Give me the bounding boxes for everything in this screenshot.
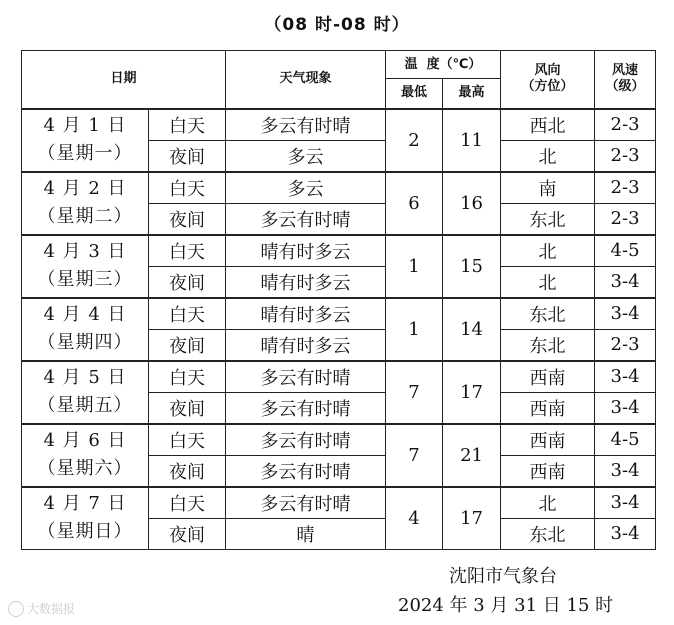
wind-speed-cell: 3-4: [595, 266, 656, 298]
wind-direction-cell: 南: [501, 172, 595, 204]
header-date: 日期: [22, 51, 226, 109]
date-label: 4 月 3 日: [43, 241, 127, 262]
weather-cell: 晴有时多云: [226, 329, 386, 361]
period-cell: 夜间: [149, 455, 226, 487]
temp-max-cell: 21: [443, 424, 501, 487]
wind-direction-cell: 西南: [501, 424, 595, 456]
date-cell: [22, 235, 149, 298]
header-temperature: 温 度（℃）: [386, 51, 501, 79]
period-cell: 夜间: [149, 203, 226, 235]
weather-cell: 多云有时晴: [226, 455, 386, 487]
weather-cell: 晴有时多云: [226, 298, 386, 330]
date-cell: [22, 298, 149, 361]
temp-min-cell: 1: [386, 235, 443, 298]
header-wind-speed-label: 风速: [612, 63, 639, 79]
wind-direction-cell: 西南: [501, 392, 595, 424]
wind-direction-cell: 北: [501, 266, 595, 298]
weather-cell: 多云有时晴: [226, 109, 386, 141]
date-label: 4 月 6 日: [43, 430, 127, 451]
wind-speed-cell: 2-3: [595, 329, 656, 361]
wind-speed-cell: 2-3: [595, 203, 656, 235]
weather-cell: 多云有时晴: [226, 424, 386, 456]
wind-direction-cell: 东北: [501, 298, 595, 330]
table-row-day: [22, 109, 656, 141]
weather-cell: 多云有时晴: [226, 487, 386, 519]
weather-cell: 多云有时晴: [226, 392, 386, 424]
weekday-label: （星期二）: [37, 206, 133, 227]
temp-max-cell: 15: [443, 235, 501, 298]
temp-min-cell: 1: [386, 298, 443, 361]
date-cell: [22, 109, 149, 172]
temp-min-cell: 7: [386, 361, 443, 424]
date-cell: [22, 424, 149, 487]
header-temp-max: 最高: [443, 79, 501, 109]
forecast-body: [22, 109, 656, 550]
watermark-text: 大数据报: [27, 602, 76, 616]
weather-cell: 晴有时多云: [226, 266, 386, 298]
wind-direction-cell: 东北: [501, 518, 595, 550]
table-row-day: [22, 487, 656, 519]
period-cell: 白天: [149, 424, 226, 456]
date-label: 4 月 1 日: [43, 115, 127, 136]
date-label: 4 月 2 日: [43, 178, 127, 199]
temp-min-cell: 4: [386, 487, 443, 550]
watermark: [8, 600, 75, 617]
weekday-label: （星期日）: [37, 521, 133, 543]
period-cell: 白天: [149, 361, 226, 393]
header-temp-min: 最低: [386, 79, 443, 109]
table-row-day: [22, 361, 656, 393]
header-wind-speed: [595, 51, 656, 109]
wind-speed-cell: 2-3: [595, 172, 656, 204]
wind-direction-cell: 北: [501, 235, 595, 267]
wind-direction-cell: 东北: [501, 203, 595, 235]
period-cell: 白天: [149, 298, 226, 330]
temp-min-cell: 2: [386, 109, 443, 172]
wind-speed-cell: 3-4: [595, 487, 656, 519]
temp-max-cell: 17: [443, 487, 501, 550]
wind-direction-cell: 北: [501, 140, 595, 172]
issue-time: 2024 年 3 月 31 日 15 时: [398, 595, 614, 616]
watermark-logo-icon: [8, 601, 24, 617]
date-label: 4 月 5 日: [43, 367, 127, 388]
weather-cell: 晴有时多云: [226, 235, 386, 267]
wind-speed-cell: 3-4: [595, 518, 656, 550]
temp-min-cell: 6: [386, 172, 443, 235]
temp-min-cell: 7: [386, 424, 443, 487]
period-cell: 夜间: [149, 266, 226, 298]
period-cell: 夜间: [149, 140, 226, 172]
wind-speed-cell: 3-4: [595, 392, 656, 424]
issuer: 沈阳市气象台: [449, 566, 557, 587]
temp-max-cell: 11: [443, 109, 501, 172]
period-cell: 夜间: [149, 329, 226, 361]
period-cell: 白天: [149, 487, 226, 519]
period-cell: 夜间: [149, 518, 226, 550]
table-row-day: [22, 172, 656, 204]
temp-max-cell: 17: [443, 361, 501, 424]
period-cell: 白天: [149, 109, 226, 141]
forecast-caption: （08 时-08 时）: [264, 15, 410, 35]
header-wind-direction-label: 风向: [534, 63, 561, 79]
weather-cell: 多云有时晴: [226, 361, 386, 393]
date-label: 4 月 7 日: [43, 493, 127, 515]
wind-speed-cell: 3-4: [595, 455, 656, 487]
date-cell: [22, 172, 149, 235]
wind-direction-cell: 西南: [501, 455, 595, 487]
weather-cell: 多云: [226, 140, 386, 172]
temp-max-cell: 16: [443, 172, 501, 235]
wind-direction-cell: 西南: [501, 361, 595, 393]
header-weather: 天气现象: [226, 51, 386, 109]
header-wind-direction-unit: （方位）: [521, 79, 574, 95]
table-row-day: [22, 298, 656, 330]
weekday-label: （星期一）: [37, 143, 133, 164]
period-cell: 白天: [149, 172, 226, 204]
weather-cell: 多云: [226, 172, 386, 204]
header-wind-direction: [501, 51, 595, 109]
table-row-day: [22, 235, 656, 267]
wind-direction-cell: 东北: [501, 329, 595, 361]
weekday-label: （星期三）: [37, 269, 133, 290]
wind-speed-cell: 3-4: [595, 298, 656, 330]
wind-speed-cell: 2-3: [595, 109, 656, 141]
weekday-label: （星期五）: [37, 395, 133, 416]
header-wind-speed-unit: （级）: [605, 79, 645, 95]
date-label: 4 月 4 日: [43, 304, 127, 325]
weather-cell: 晴: [226, 518, 386, 550]
period-cell: 白天: [149, 235, 226, 267]
wind-speed-cell: 3-4: [595, 361, 656, 393]
weekday-label: （星期四）: [37, 332, 133, 353]
date-cell: [22, 361, 149, 424]
wind-speed-cell: 4-5: [595, 235, 656, 267]
weather-forecast-table: [21, 50, 656, 550]
wind-direction-cell: 西北: [501, 109, 595, 141]
wind-speed-cell: 2-3: [595, 140, 656, 172]
wind-direction-cell: 北: [501, 487, 595, 519]
temp-max-cell: 14: [443, 298, 501, 361]
table-row-day: [22, 424, 656, 456]
wind-speed-cell: 4-5: [595, 424, 656, 456]
period-cell: 夜间: [149, 392, 226, 424]
weekday-label: （星期六）: [37, 458, 133, 479]
date-cell: [22, 487, 149, 550]
weather-cell: 多云有时晴: [226, 203, 386, 235]
